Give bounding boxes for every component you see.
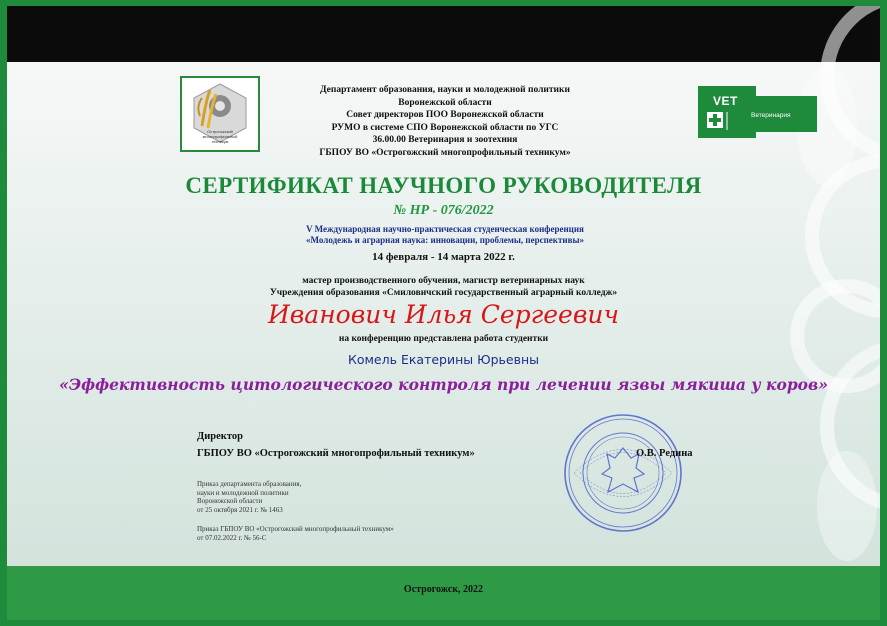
order-second — [197, 525, 394, 542]
top-band — [7, 6, 880, 62]
order-line: Приказ ГБПОУ ВО «Острогожский многопрофильный техникум» — [197, 525, 394, 533]
conference-block — [250, 224, 640, 246]
order-line: науки и молодежной политики — [197, 488, 289, 497]
city-year: Острогожск, 2022 — [403, 584, 484, 595]
vet-logo — [691, 82, 819, 142]
header-line: РУМО в системе СПО Воронежской области по УГС — [331, 122, 559, 133]
logo-caption-2: многопрофильный — [202, 134, 238, 139]
conference-dates: 14 февраля - 14 марта 2022 г. — [372, 251, 515, 263]
conference-line: V Международная научно-практическая студенческая конференция — [306, 224, 584, 234]
certificate-number: № НР - 076/2022 — [393, 203, 494, 218]
position-block — [0, 276, 887, 299]
student-name: Комель Екатерины Юрьевны — [347, 352, 540, 367]
order-line: от 25 октября 2021 г. № 1463 — [197, 505, 283, 514]
director-name: О.В. Редина — [636, 448, 693, 459]
order-line: Воронежской области — [197, 497, 263, 505]
order-line: Приказ департамента образования, — [197, 480, 302, 488]
conference-line: «Молодежь и аграрная наука: инновации, проблемы, перспективы» — [306, 235, 584, 245]
header-block — [230, 84, 660, 159]
vet-logo-subtitle: Ветеринария — [751, 112, 791, 119]
director-title: Директор — [197, 431, 243, 442]
header-line: Совет директоров ПОО Воронежской области — [346, 110, 544, 120]
logo-caption-1: Острогожский — [207, 129, 233, 134]
position-line: мастер производственного обучения, магистр ветеринарных наук — [302, 276, 585, 286]
director-organization: ГБПОУ ВО «Острогожский многопрофильный техникум» — [197, 448, 475, 459]
header-line: Воронежской области — [398, 97, 492, 108]
vet-logo-word: VET — [713, 94, 738, 108]
official-stamp — [560, 412, 686, 534]
header-line: Департамент образования, науки и молодежной политики — [320, 85, 570, 95]
work-title: «Эффективность цитологического контроля при лечении язвы мякиша у коров» — [59, 375, 828, 394]
header-line: ГБПОУ ВО «Острогожский многопрофильный техникум» — [319, 147, 571, 158]
order-first — [197, 480, 301, 514]
certificate-title: СЕРТИФИКАТ НАУЧНОГО РУКОВОДИТЕЛЯ — [185, 173, 702, 198]
presented-text: на конференцию представлена работа студентки — [338, 334, 549, 344]
logo-caption-3: техникум — [211, 139, 229, 144]
order-line: от 07.02.2022 г. № 56-С — [197, 533, 267, 542]
supervisor-name: Иванович Илья Сергеевич — [267, 300, 620, 329]
header-line: 36.00.00 Ветеринария и зоотехния — [372, 135, 518, 145]
position-line: Учреждения образования «Смиловичский государственный аграрный колледж» — [269, 287, 618, 298]
